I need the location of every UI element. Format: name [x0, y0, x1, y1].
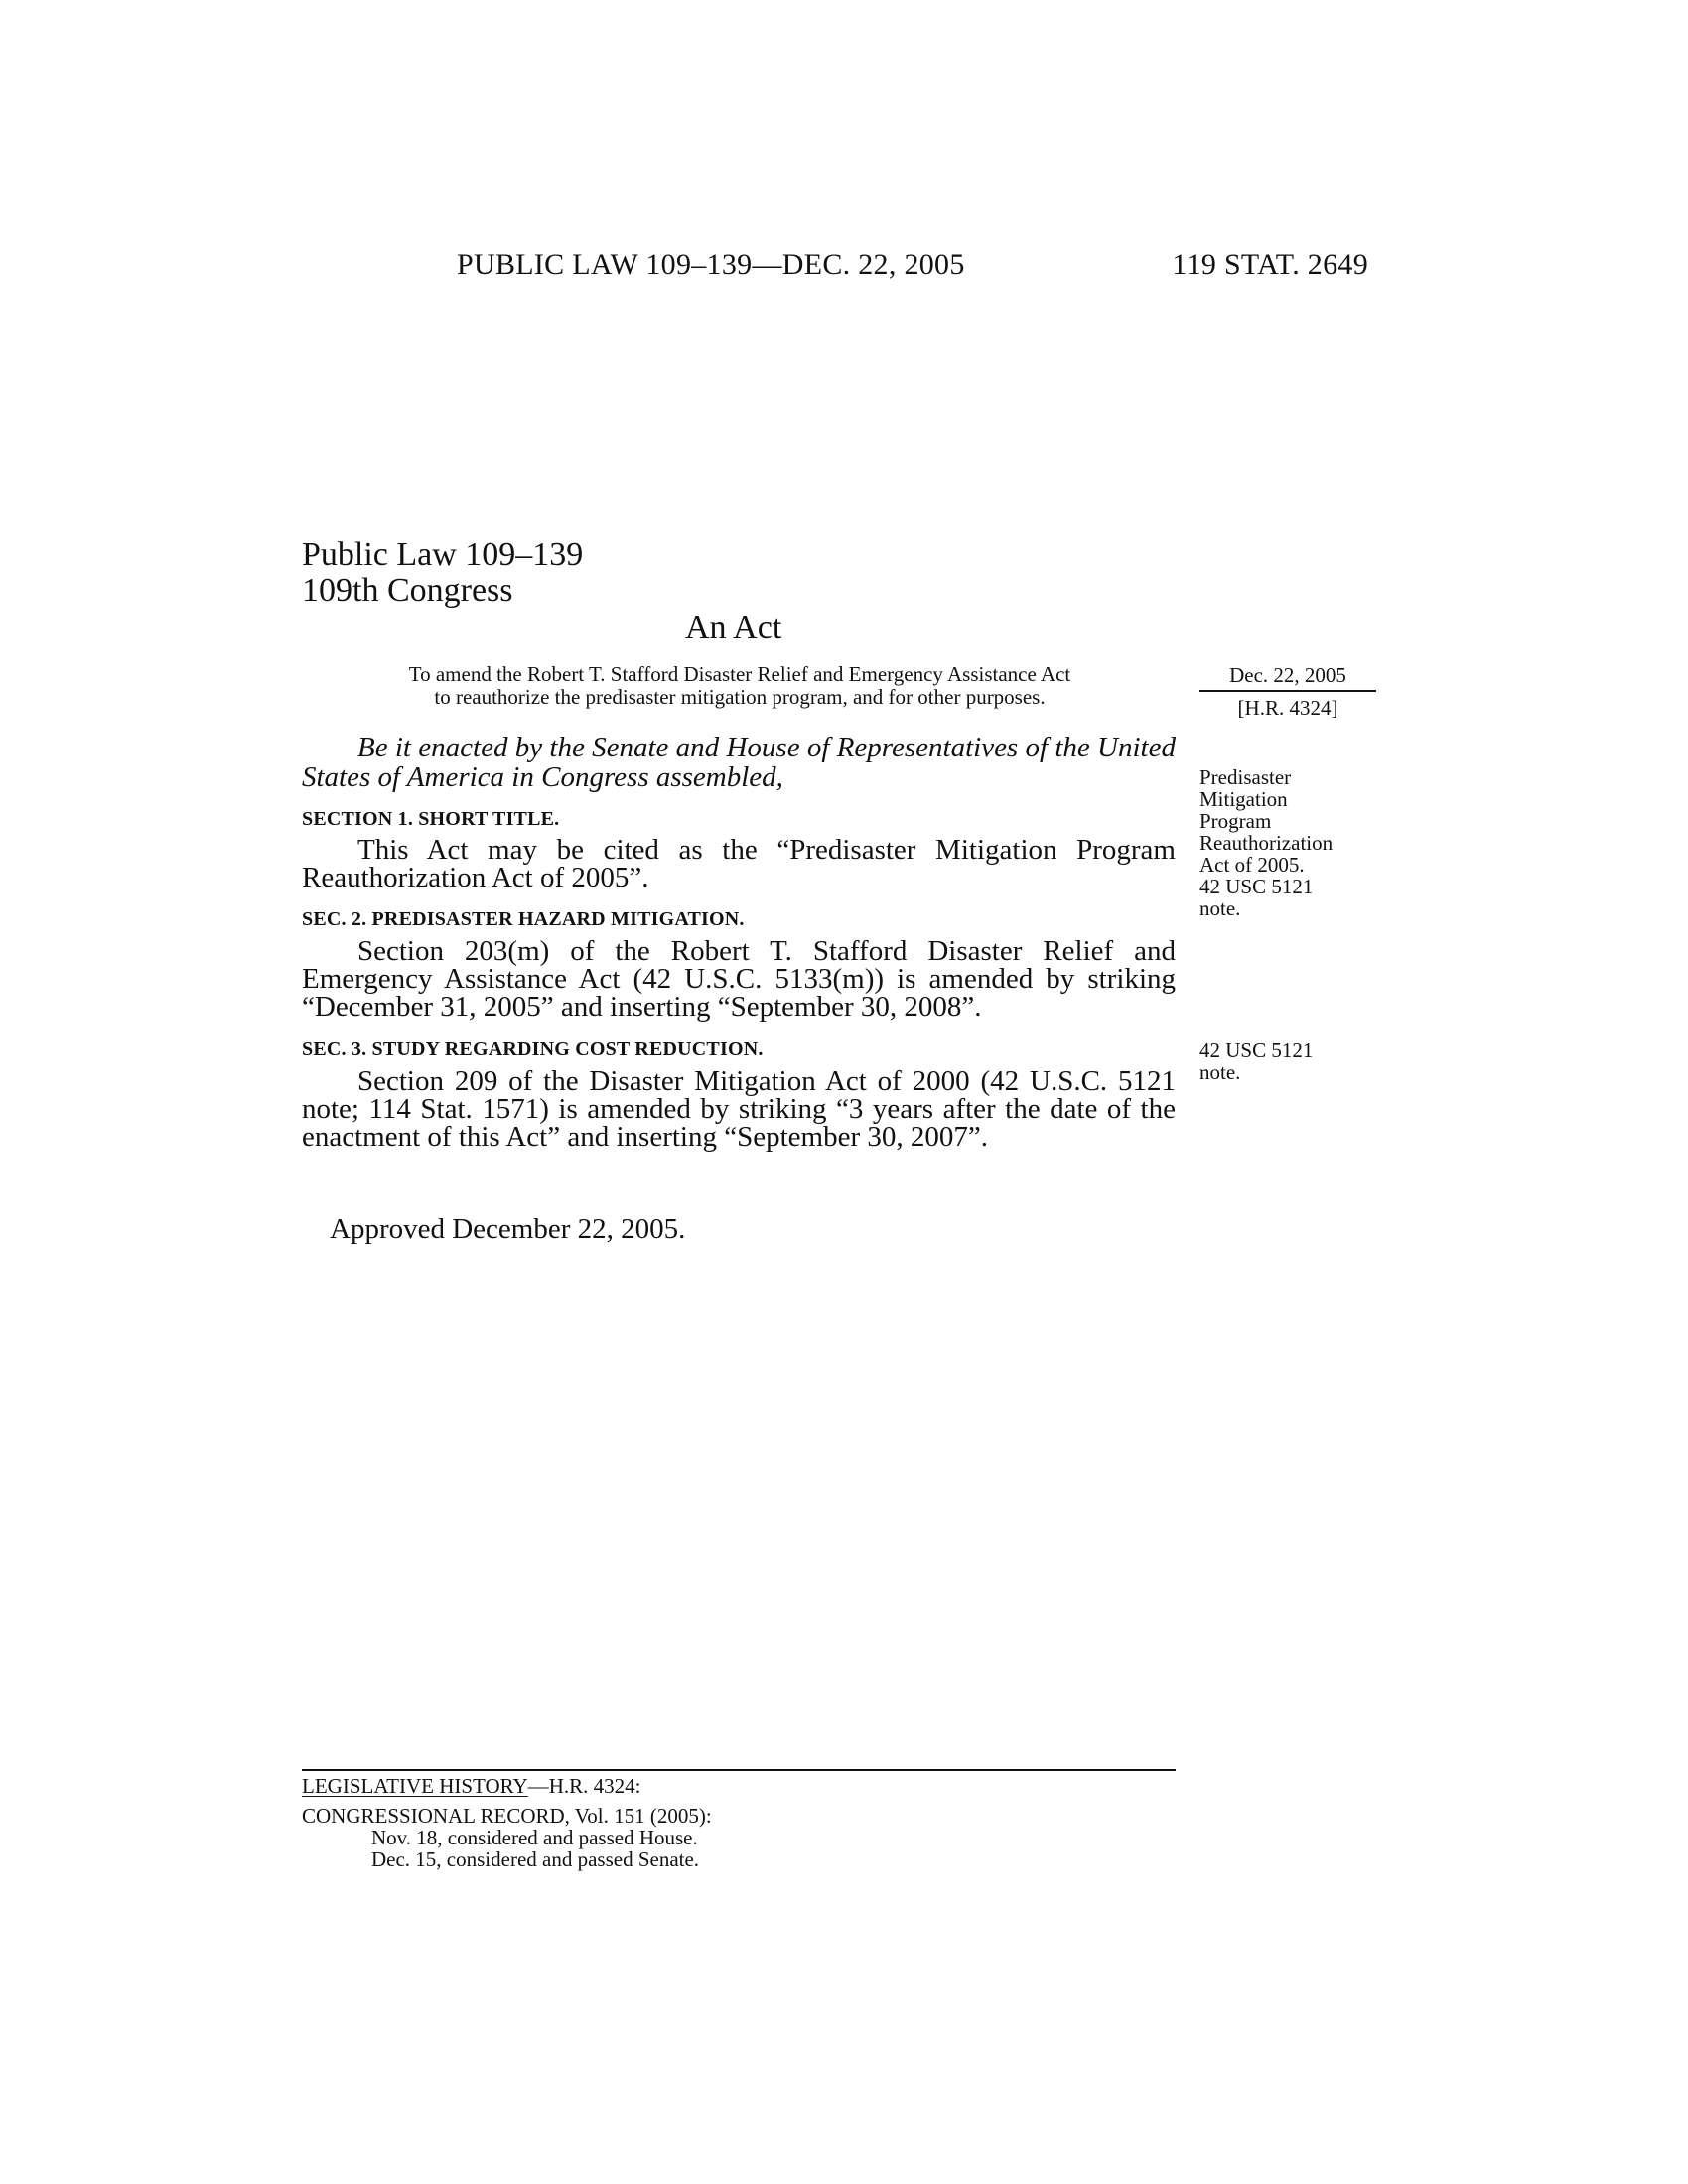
margin-bill-number: [H.R. 4324]: [1237, 696, 1338, 720]
law-number: Public Law 109–139: [302, 536, 584, 573]
act-purpose: [298, 663, 1182, 709]
section-heading: SEC. 2. PREDISASTER HAZARD MITIGATION.: [302, 908, 745, 930]
section-heading: SEC. 3. STUDY REGARDING COST REDUCTION.: [302, 1038, 764, 1060]
margin-note-line: Act of 2005.: [1199, 853, 1305, 877]
margin-note-line: Predisaster: [1199, 765, 1292, 789]
legislative-history-bill: —H.R. 4324:: [527, 1774, 641, 1798]
footnote-divider: [302, 1769, 1176, 1771]
margin-note-line: Mitigation: [1199, 787, 1288, 811]
margin-note-line: Reauthorization: [1199, 831, 1334, 855]
history-item: Dec. 15, considered and passed Senate.: [371, 1847, 700, 1871]
approval-date: Approved December 22, 2005.: [330, 1213, 686, 1245]
page-citation: 119 STAT. 2649: [1172, 248, 1368, 281]
congress-label: 109th Congress: [302, 572, 513, 609]
legislative-history-heading: [302, 1775, 640, 1797]
margin-note-short-title: [1199, 766, 1378, 919]
margin-note-line: Program: [1199, 809, 1272, 833]
act-heading: An Act: [685, 610, 782, 646]
purpose-line: to reauthorize the predisaster mitigation program, and for other purposes.: [434, 685, 1046, 709]
margin-note-sec3: [1199, 1039, 1378, 1083]
section-text: Section 209 of the Disaster Mitigation Act of 2000 (42 U.S.C. 5121 note; 114 Stat. 1571) is amended by striking “3 years after the date of the enactment of this Act” and inserting “September 30, 2007”.: [302, 1065, 1176, 1153]
running-header-title: PUBLIC LAW 109–139—DEC. 22, 2005: [457, 248, 965, 281]
margin-note-line: 42 USC 5121: [1199, 1038, 1314, 1062]
congressional-record: CONGRESSIONAL RECORD, Vol. 151 (2005):: [302, 1804, 712, 1828]
legislative-history-label: LEGISLATIVE HISTORY: [302, 1774, 528, 1798]
section-text: This Act may be cited as the “Predisaster Mitigation Program Reauthorization Act of 2005”.: [302, 834, 1176, 893]
margin-note-line: note.: [1199, 896, 1241, 920]
enacting-clause: Be it enacted by the Senate and House of Representatives of the United States of America in Congress assembled,: [302, 732, 1176, 793]
margin-note-line: note.: [1199, 1060, 1241, 1084]
purpose-line: To amend the Robert T. Stafford Disaster Relief and Emergency Assistance Act: [408, 662, 1071, 686]
margin-date: Dec. 22, 2005: [1199, 664, 1376, 692]
section-heading: SECTION 1. SHORT TITLE.: [302, 808, 560, 830]
section-text: Section 203(m) of the Robert T. Stafford Disaster Relief and Emergency Assistance Act (42 U.S.C. 5133(m)) is amended by striking “December 31, 2005” and inserting “September 30, 2008”.: [302, 935, 1176, 1023]
history-item: Nov. 18, considered and passed House.: [371, 1826, 698, 1849]
margin-note-line: 42 USC 5121: [1199, 875, 1314, 898]
